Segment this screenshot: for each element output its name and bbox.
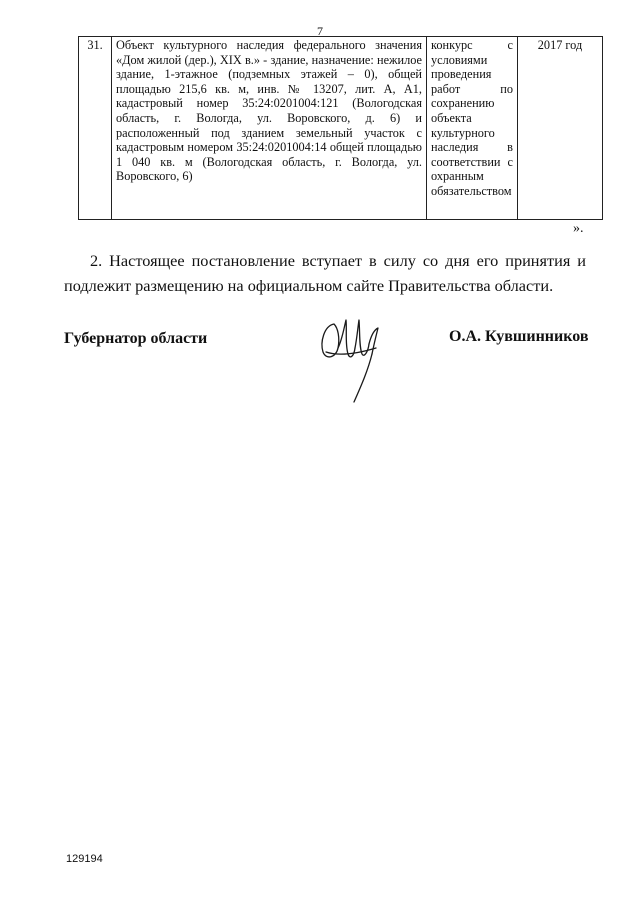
page-number: 7 — [317, 24, 323, 38]
object-description-cell: Объект культурного наследия федерального значения «Дом жилой (дер.), XIX в.» - здание, назначение: нежилое здание, 1-этажное (подземных этажей – 0), общей площадью 215,6 кв. м, инв. № 13207, лит. А, А1, кадастровый номер 35:24:0201004:121 (Вологодская область, г. Вологда, ул. Воровского, д. 6) и расположенный под зданием земельный участок с кадастровым номером 35:24:0201004:14 общей площадью 1 040 кв. м (Вологодская область, г. Вологда, ул. Воровского, 6) — [112, 37, 427, 220]
year-cell: 2017 год — [518, 37, 603, 220]
row-number-cell: 31. — [79, 37, 112, 220]
objects-table — [78, 36, 603, 220]
table-row — [79, 37, 603, 220]
signatory-name: О.А. Кувшинников — [449, 328, 589, 345]
handwritten-signature — [318, 312, 384, 404]
closing-quote: ». — [573, 221, 584, 236]
privatization-method-cell: конкурс с условиями проведения работ по сохранению объекта культурного наследия в соответствии с охранным обязательством — [427, 37, 518, 220]
document-code: 129194 — [66, 853, 103, 865]
signatory-title: Губернатор области — [64, 330, 208, 347]
enactment-text: 2. Настоящее постановление вступает в силу со дня его принятия и подлежит размещению на официальном сайте Правительства области. — [64, 251, 586, 295]
enactment-paragraph — [64, 248, 586, 298]
